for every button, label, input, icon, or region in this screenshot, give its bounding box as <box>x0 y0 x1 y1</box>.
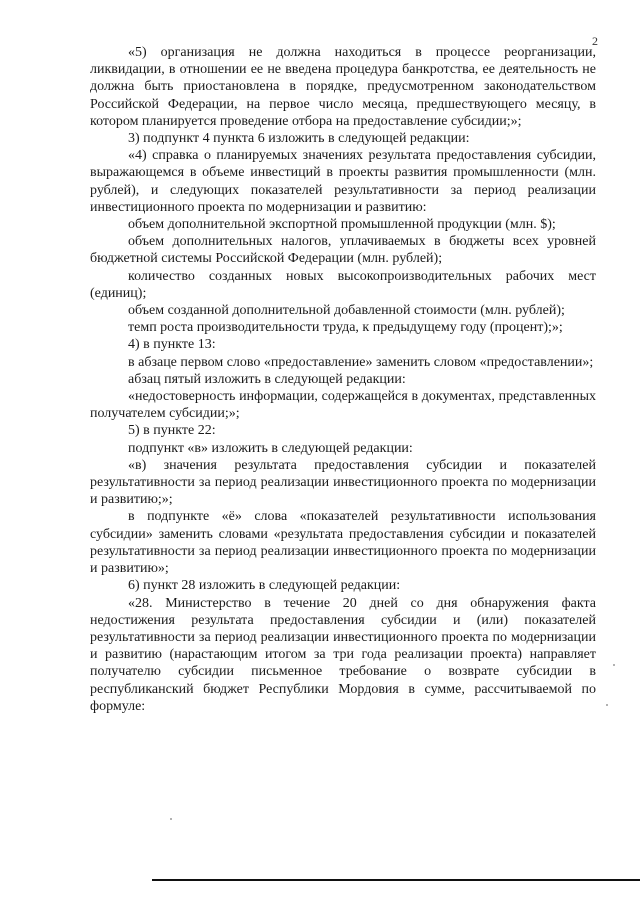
paragraph: объем созданной дополнительной добавленной стоимости (млн. рублей); <box>128 303 565 319</box>
footer-rule <box>152 879 640 881</box>
paragraph: «4) справка о планируемых значениях результата предоставления субсидии, выражающемся в объеме инвестиций в проекты развития промышленности (млн. рублей), и следующих показателей результативности за период реализации инвестиционного проекта по модернизации и развитию: <box>90 148 596 215</box>
paragraph: темп роста производительности труда, к предыдущему году (процент);»; <box>128 320 563 336</box>
page-number: 2 <box>592 34 598 48</box>
scan-speck <box>606 704 608 706</box>
paragraph: 4) в пункте 13: <box>128 337 216 353</box>
document-body <box>90 44 596 715</box>
paragraph: «недостоверность информации, содержащейся в документах, представленных получателем субсидии;»; <box>90 389 596 422</box>
paragraph: 6) пункт 28 изложить в следующей редакции: <box>128 578 401 594</box>
paragraph: объем дополнительных налогов, уплачиваемых в бюджеты всех уровней бюджетной системы Российской Федерации (млн. рублей); <box>90 234 596 267</box>
scan-speck <box>170 818 172 820</box>
paragraph: объем дополнительной экспортной промышленной продукции (млн. $); <box>128 217 556 233</box>
paragraph: абзац пятый изложить в следующей редакции: <box>128 371 406 387</box>
paragraph: в абзаце первом слово «предоставление» заменить словом «предоставлении»; <box>128 354 594 370</box>
scan-speck <box>613 664 615 666</box>
paragraph: в подпункте «ё» слова «показателей результативности использования субсидии» заменить словами «результата предоставления субсидии и показателей результативности за период реализации инвестиционного проекта по модернизации и развитию»; <box>90 509 596 577</box>
paragraph: 5) в пункте 22: <box>128 423 216 439</box>
paragraph: 3) подпункт 4 пункта 6 изложить в следующей редакции: <box>128 131 470 147</box>
paragraph: подпункт «в» изложить в следующей редакции: <box>128 440 413 456</box>
paragraph: «5) организация не должна находиться в процессе реорганизации, ликвидации, в отношении ее не введена процедура банкротства, ее деятельность не должна быть приостановлена в порядке, предусмотренном законодательством Российской Федерации, на первое число месяца, предшествующего месяцу, в котором планируется проведение отбора на предоставление субсидии;»; <box>90 45 596 129</box>
paragraph: количество созданных новых высокопроизводительных рабочих мест (единиц); <box>90 268 596 301</box>
paragraph: «28. Министерство в течение 20 дней со дня обнаружения факта недостижения результата предоставления субсидии и (или) показателей результативности за период реализации инвестиционного проекта по модернизации и развитию (нарастающим итогом за три года реализации проекта) направляет получателю субсидии письменное требование о возврате субсидии в республиканский бюджет Республики Мордовия в сумме, рассчитываемой по формуле: <box>90 595 596 714</box>
paragraph: «в) значения результата предоставления субсидии и показателей результативности за период реализации инвестиционного проекта по модернизации и развитию;»; <box>90 457 596 508</box>
